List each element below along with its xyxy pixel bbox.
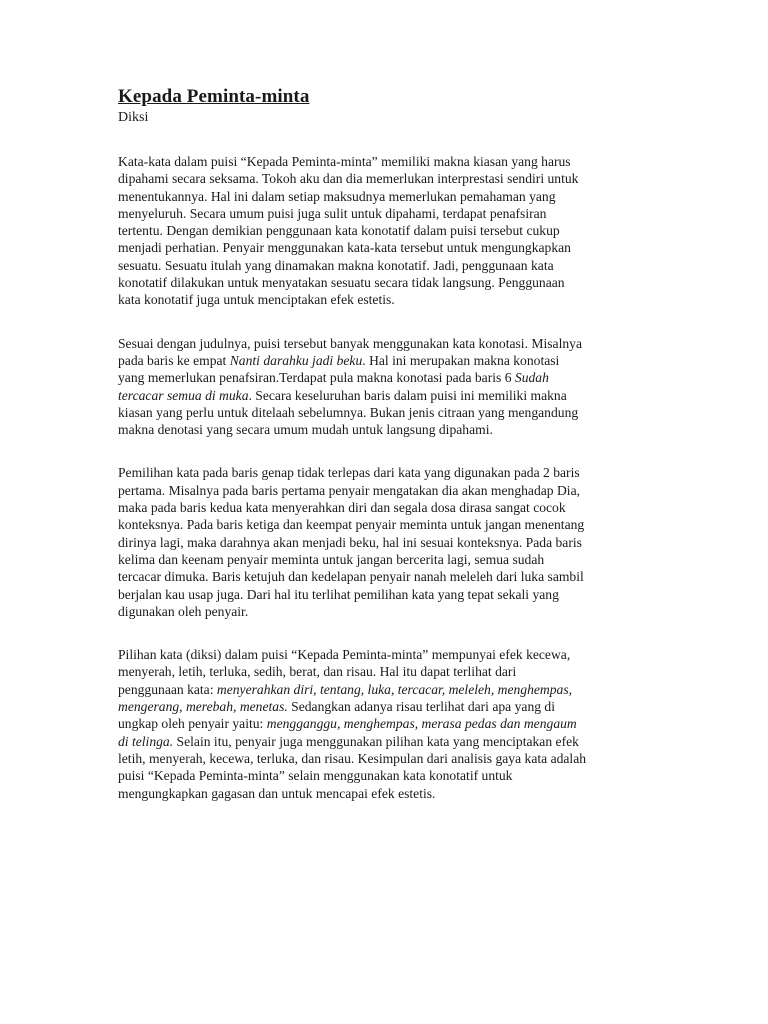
text-run: Kata-kata dalam puisi “Kepada Peminta-minta” memiliki makna kiasan yang harus: [118, 154, 571, 169]
paragraph-line: [118, 663, 658, 680]
text-run: penggunaan kata:: [118, 681, 217, 697]
paragraph-line: [118, 369, 658, 386]
text-run: Selain itu, penyair juga menggunakan pilihan kata yang menciptakan efek: [173, 733, 579, 749]
text-run: kata konotatif juga untuk menciptakan efek estetis.: [118, 292, 395, 308]
paragraph-line: [118, 239, 658, 256]
document-title: Kepada Peminta-minta: [118, 86, 310, 107]
text-run: sesuatu. Sesuatu itulah yang dinamakan makna konotatif. Jadi, penggunaan kata: [118, 257, 554, 273]
italic-text: mengganggu, menghempas, merasa pedas dan mengaum: [266, 716, 577, 732]
paragraph-2: [118, 335, 658, 439]
document-page: [118, 86, 658, 802]
text-run: kiasan yang perlu untuk ditelaah sebelumnya. Bukan jenis citraan yang mengandung: [118, 404, 579, 420]
paragraph-line: [118, 767, 658, 784]
italic-text: di telinga.: [118, 733, 174, 749]
text-run: Pilihan kata (diksi) dalam puisi “Kepada Peminta-minta” mempunyai efek kecewa,: [118, 647, 571, 663]
paragraph-line: [118, 551, 658, 568]
text-run: puisi “Kepada Peminta-minta” selain menggunakan kata konotatif untuk: [118, 768, 513, 784]
text-run: yang memerlukan penafsiran.Terdapat pula makna konotasi pada baris 6: [118, 370, 515, 386]
text-run: ungkap oleh penyair yaitu:: [118, 716, 267, 732]
text-run: . Secara keseluruhan baris dalam puisi ini memiliki makna: [248, 387, 567, 403]
paragraph-line: [118, 516, 658, 533]
paragraph-line: [118, 715, 658, 732]
text-run: konteksnya. Pada baris ketiga dan keempat penyair meminta untuk jangan menentang: [118, 517, 585, 533]
paragraph-line: [118, 698, 658, 715]
text-run: digunakan oleh penyair.: [118, 603, 249, 619]
paragraph-line: [118, 153, 658, 170]
paragraph-line: [118, 291, 658, 308]
paragraph-line: [118, 222, 658, 239]
paragraph-line: [118, 750, 658, 767]
text-run: dipahami secara seksama. Tokoh aku dan dia memerlukan interprestasi sendiri untuk: [118, 171, 579, 187]
document-subtitle: Diksi: [118, 110, 149, 125]
paragraph-line: [118, 464, 658, 481]
paragraph-line: [118, 404, 658, 421]
text-run: mengungkapkan gagasan dan untuk mencapai efek estetis.: [118, 785, 436, 801]
italic-text: menyerahkan diri, tentang, luka, tercacar, meleleh, menghempas,: [216, 681, 573, 697]
text-run: Sedangkan adanya risau terlihat dari apa yang di: [287, 699, 556, 715]
paragraph-line: [118, 568, 658, 585]
text-run: Pemilihan kata pada baris genap tidak terlepas dari kata yang digunakan pada 2 baris: [118, 465, 580, 481]
paragraph-line: [118, 586, 658, 603]
paragraph-line: [118, 352, 658, 369]
paragraph-line: [118, 499, 658, 516]
text-run: pertama. Misalnya pada baris pertama penyair mengatakan dia akan menghadap Dia,: [118, 482, 580, 498]
text-run: Sesuai dengan judulnya, puisi tersebut banyak menggunakan kata konotasi. Misalnya: [118, 335, 582, 351]
paragraph-line: [118, 387, 658, 404]
text-run: dirinya lagi, maka darahnya akan menjadi beku, hal ini sesuai konteksnya. Pada baris: [118, 534, 582, 550]
text-run: maka pada baris kedua kata menyerahkan diri dan segala dosa dirasa sangat cocok: [118, 500, 566, 516]
paragraph-line: [118, 188, 658, 205]
paragraph-line: [118, 482, 658, 499]
text-run: menjadi perhatian. Penyair menggunakan kata-kata tersebut untuk mengungkapkan: [118, 240, 571, 256]
text-run: letih, menyerah, kecewa, terluka, dan risau. Kesimpulan dari analisis gaya kata adalah: [118, 750, 587, 766]
italic-text: Sudah: [514, 370, 549, 386]
paragraph-1: [118, 153, 658, 309]
paragraph-line: [118, 681, 658, 698]
paragraph-line: [118, 421, 658, 438]
paragraph-line: [118, 274, 658, 291]
italic-text: mengerang, merebah, menetas.: [118, 699, 288, 715]
text-run: menyerah, letih, terluka, sedih, berat, dan risau. Hal itu dapat terlihat dari: [118, 664, 517, 680]
paragraph-line: [118, 170, 658, 187]
paragraph-line: [118, 257, 658, 274]
text-run: tercacar dimuka. Baris ketujuh dan kedelapan penyair nanah meleleh dari luka sambil: [118, 569, 584, 585]
paragraph-line: [118, 335, 658, 352]
text-run: makna denotasi yang secara umum mudah untuk langsung dipahami.: [118, 422, 493, 438]
paragraph-line: [118, 733, 658, 750]
text-run: berjalan kau usap juga. Dari hal itu terlihat pemilihan kata yang tepat sekali yang: [118, 586, 559, 602]
paragraph-3: [118, 464, 658, 620]
text-run: kelima dan keenam penyair meminta untuk jangan bercerita lagi, semua sudah: [118, 551, 545, 567]
text-run: menentukannya. Hal ini dalam setiap maksudnya memerlukan pemahaman yang: [118, 188, 556, 204]
paragraph-line: [118, 534, 658, 551]
paragraph-line: [118, 205, 658, 222]
italic-text: tercacar semua di muka: [118, 387, 249, 403]
text-run: menyeluruh. Secara umum puisi juga sulit untuk dipahami, terdapat penafsiran: [118, 205, 547, 221]
text-run: tertentu. Dengan demikian penggunaan kata konotatif dalam puisi tersebut cukup: [118, 223, 560, 239]
text-run: konotatif dilakukan untuk menyatakan sesuatu secara tidak langsung. Penggunaan: [118, 275, 565, 291]
italic-text: Nanti darahku jadi beku: [229, 352, 363, 368]
text-run: . Hal ini merupakan makna konotasi: [362, 352, 560, 368]
paragraph-line: [118, 785, 658, 802]
text-run: pada baris ke empat: [118, 352, 230, 368]
paragraph-4: [118, 646, 658, 802]
paragraph-line: [118, 603, 658, 620]
paragraph-line: [118, 646, 658, 663]
